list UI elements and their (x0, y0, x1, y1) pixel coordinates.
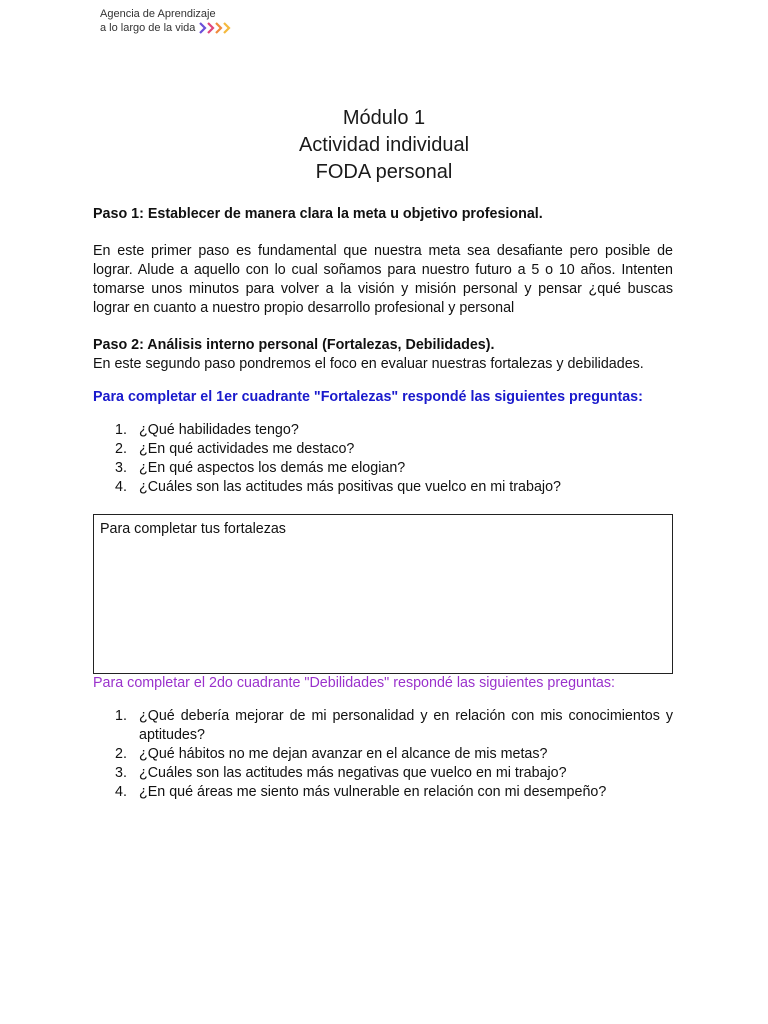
title-activity: Actividad individual (298, 134, 470, 156)
list-item: 4. ¿Cuáles son las actitudes más positivas que vuelco en mi trabajo? (115, 479, 561, 495)
paso2-heading: Paso 2: Análisis interno personal (Fortalezas, Debilidades). (93, 337, 495, 353)
fortalezas-questions (93, 421, 673, 497)
list-item: 1. ¿Qué debería mejorar de mi personalidad y en relación con mis conocimientos y aptitudes? (115, 708, 673, 743)
fortalezas-box-label: Para completar tus fortalezas (100, 521, 286, 537)
logo-line-1: Agencia de Aprendizaje (100, 8, 216, 20)
list-item: 1. ¿Qué habilidades tengo? (115, 422, 299, 438)
title-module: Módulo 1 (342, 107, 426, 129)
paso1-body: En este primer paso es fundamental que nuestra meta sea desafiante pero posible de lograr. Alude a aquello con lo cual soñamos para nuestro futuro a 5 o 10 años. Intenten tomarse unos minutos para volver a la visión y misión personal y pensar ¿qué buscas lograr en cuanto a nuestro propio desarrollo profesional y personal (93, 243, 673, 316)
logo-row-2 (100, 21, 233, 35)
title-foda: FODA personal (315, 161, 453, 183)
paso1-heading: Paso 1: Establecer de manera clara la meta u objetivo profesional. (93, 206, 543, 222)
debilidades-prompt: Para completar el 2do cuadrante "Debilidades" respondé las siguientes preguntas: (93, 675, 615, 691)
chevrons-icon (199, 22, 233, 34)
document-body (93, 205, 673, 802)
agency-logo (100, 7, 233, 35)
list-item: 2. ¿Qué hábitos no me dejan avanzar en el alcance de mis metas? (115, 746, 548, 762)
paso2-body: En este segundo paso pondremos el foco en evaluar nuestras fortalezas y debilidades. (93, 356, 644, 372)
logo-line-2: a lo largo de la vida (100, 22, 196, 34)
list-item: 3. ¿Cuáles son las actitudes más negativas que vuelco en mi trabajo? (115, 765, 567, 781)
debilidades-questions (93, 707, 673, 802)
fortalezas-prompt: Para completar el 1er cuadrante "Fortalezas" respondé las siguientes preguntas: (93, 389, 643, 405)
list-item: 4. ¿En qué áreas me siento más vulnerable en relación con mi desempeño? (115, 784, 607, 800)
document-title (0, 105, 768, 186)
list-item: 2. ¿En qué actividades me destaco? (115, 441, 355, 457)
fortalezas-answer-box[interactable] (93, 514, 673, 674)
list-item: 3. ¿En qué aspectos los demás me elogian? (115, 460, 406, 476)
